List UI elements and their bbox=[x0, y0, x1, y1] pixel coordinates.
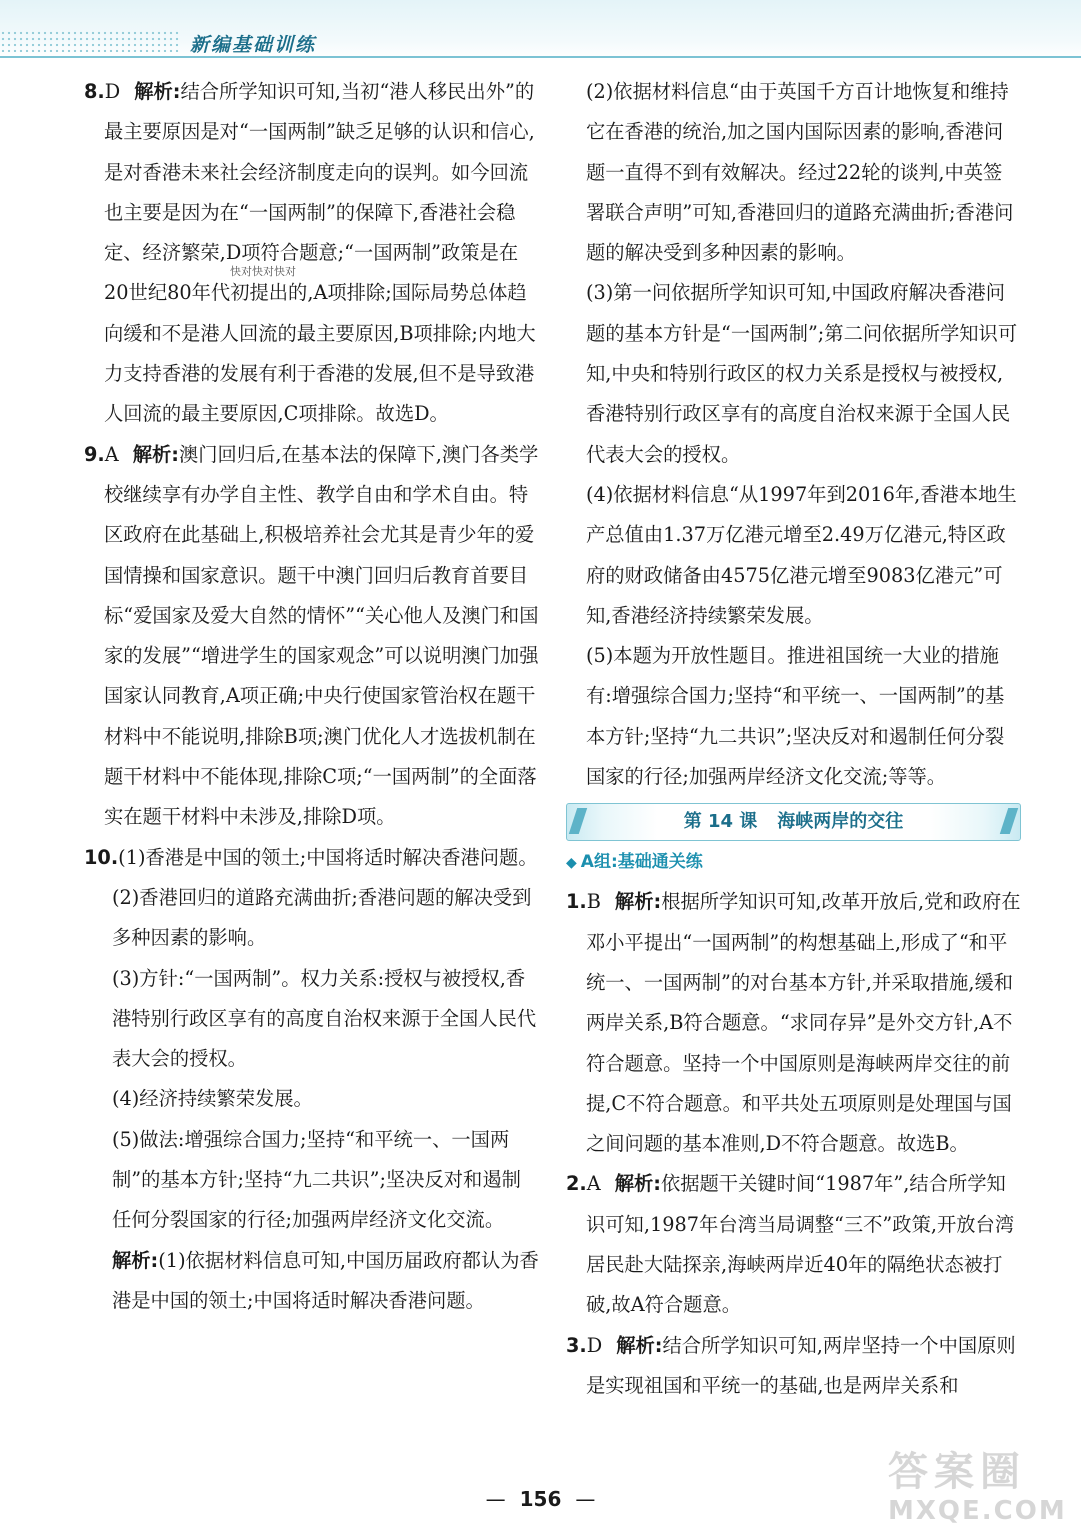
question-number: 2. bbox=[566, 1172, 587, 1196]
right-column bbox=[566, 72, 1021, 1406]
answer-letter: B bbox=[586, 890, 601, 914]
group-heading-text: A组:基础通关练 bbox=[580, 852, 703, 873]
question-number: 1. bbox=[566, 890, 587, 914]
question-10 bbox=[84, 838, 539, 878]
answer-part-2: (2)香港回归的道路充满曲折;香港问题的解决受到多种因素的影响。 bbox=[112, 885, 532, 950]
header-divider bbox=[0, 56, 1081, 58]
analysis-text: 结合所学知识可知,当初“港人移民出外”的最主要原因是对“一国两制”缺乏足够的认识和信心,是对香港未来社会经济制度走向的误判。如今回流也主要是因为在“一国两制”的保障下,香港社会稳定、经济繁荣,D项符合题意;“一国两制”政策是在20世纪80年代初提出的,A项排除;国际局势总体趋向缓和不是港人回流的最主要原因,B项排除;内地大力支持香港的发展有利于香港的发展,但不是导致港人回流的最主要原因,C项排除。故选D。 bbox=[104, 80, 536, 426]
answer-part-5: (5)做法:增强综合国力;坚持“和平统一、一国两制”的基本方针;坚持“九二共识”;坚决反对和遏制任何分裂国家的行径;加强两岸经济文化交流。 bbox=[112, 1127, 521, 1232]
header-band bbox=[0, 0, 1081, 58]
question-number: 8. bbox=[84, 80, 105, 103]
diamond-icon: ◆ bbox=[566, 855, 577, 872]
lesson-banner bbox=[566, 803, 1021, 841]
group-heading bbox=[566, 843, 1021, 882]
analysis-label: 解析: bbox=[616, 1333, 663, 1357]
analysis-text: (1)依据材料信息可知,中国历届政府都认为香港是中国的领土;中国将适时解决香港问题。 bbox=[112, 1248, 539, 1312]
banner-right-accent bbox=[1000, 808, 1018, 834]
answer-part-1: (1)香港是中国的领土;中国将适时解决香港问题。 bbox=[118, 845, 538, 869]
answer-part-4: (4)经济持续繁荣发展。 bbox=[112, 1087, 313, 1111]
question-8 bbox=[84, 72, 539, 435]
banner-left-accent bbox=[569, 808, 587, 834]
analysis-label: 解析: bbox=[614, 890, 662, 914]
analysis-part-2: (2)依据材料信息“由于英国千方百计地恢复和维持它在香港的统治,加之国内国际因素的影响,香港问题一直得不到有效解决。经过22轮的谈判,中英签署联合声明”可知,香港回归的道路充满曲折;香港问题的解决受到多种因素的影响。 bbox=[586, 80, 1014, 265]
question-3 bbox=[566, 1326, 1021, 1407]
answer-part-3: (3)方针:“一国两制”。权力关系:授权与被授权,香港特别行政区享有的高度自治权来源于全国人民代表大会的授权。 bbox=[112, 966, 537, 1071]
analysis-label: 解析: bbox=[132, 442, 179, 466]
watermark-bottom: MXQE.COM bbox=[888, 1496, 1067, 1526]
analysis-text: 依据题干关键时间“1987年”,结合所学知识可知,1987年台湾当局调整“三不”政策,开放台湾居民赴大陆探亲,海峡两岸近40年的隔绝状态被打破,故A符合题意。 bbox=[586, 1172, 1015, 1317]
question-number: 10. bbox=[84, 845, 119, 869]
answer-letter: D bbox=[586, 1333, 603, 1357]
analysis-text: 结合所学知识可知,两岸坚持一个中国原则是实现祖国和平统一的基础,也是两岸关系和 bbox=[586, 1333, 1016, 1397]
faint-watermark-text: 快对快对快对 bbox=[230, 265, 296, 278]
left-column bbox=[84, 72, 539, 1321]
lesson-number: 第 14 课 bbox=[683, 811, 758, 833]
page-dash-left: — bbox=[485, 1487, 506, 1511]
analysis-part-3: (3)第一问依据所学知识可知,中国政府解决香港问题的基本方针是“一国两制”;第二问依据所学知识可知,中央和特别行政区的权力关系是授权与被授权,香港特别行政区享有的高度自治权来源于全国人民代表大会的授权。 bbox=[586, 281, 1018, 466]
answer-letter: A bbox=[586, 1172, 601, 1196]
question-number: 9. bbox=[84, 442, 105, 466]
question-9 bbox=[84, 435, 539, 838]
analysis-part-4: (4)依据材料信息“从1997年到2016年,香港本地生产总值由1.37万亿港元增至2.49万亿港元,特区政府的财政储备由4575亿港元增至9083亿港元”可知,香港经济持续繁荣发展。 bbox=[586, 482, 1017, 627]
question-number: 3. bbox=[566, 1333, 587, 1357]
analysis-part-1 bbox=[84, 1241, 539, 1322]
analysis-label: 解析: bbox=[112, 1248, 159, 1272]
analysis-text: 根据所学知识可知,改革开放后,党和政府在邓小平提出“一国两制”的构想基础上,形成了“和平统一、一国两制”的对台基本方针,并采取措施,缓和两岸关系,B符合题意。“求同存异”是外交方针,A不符合题意。坚持一个中国原则是海峡两岸交往的前提,C不符合题意。和平共处五项原则是处理国与国之间问题的基本准则,D不符合题意。故选B。 bbox=[586, 890, 1021, 1156]
analysis-text: 澳门回归后,在基本法的保障下,澳门各类学校继续享有办学自主性、教学自由和学术自由。特区政府在此基础上,积极培养社会尤其是青少年的爱国情操和国家意识。题干中澳门回归后教育首要目标“爱国家及爱大自然的情怀”“关心他人及澳门和国家的发展”“增进学生的国家观念”可以说明澳门加强国家认同教育,A项正确;中央行使国家管治权在题干材料中不能说明,排除B项;澳门优化人才选拔机制在题干材料中不能体现,排除C项;“一国两制”的全面落实在题干材料中未涉及,排除D项。 bbox=[104, 442, 539, 829]
page-dash-right: — bbox=[575, 1487, 596, 1511]
header-title: 新编基础训练 bbox=[190, 34, 317, 56]
header-dot-pattern bbox=[0, 30, 180, 52]
page-number-value: 156 bbox=[519, 1487, 562, 1511]
question-1 bbox=[566, 882, 1021, 1164]
analysis-label: 解析: bbox=[614, 1172, 661, 1196]
answer-letter: A bbox=[104, 442, 119, 466]
watermark-logo bbox=[888, 1448, 1068, 1530]
analysis-label: 解析: bbox=[134, 80, 181, 103]
watermark-top: 答案圈 bbox=[888, 1449, 1026, 1495]
lesson-title: 海峡两岸的交往 bbox=[777, 811, 904, 833]
question-2 bbox=[566, 1164, 1021, 1325]
analysis-part-5: (5)本题为开放性题目。推进祖国统一大业的措施有:增强综合国力;坚持“和平统一、一国两制”的基本方针;坚持“九二共识”;坚决反对和遏制任何分裂国家的行径;加强两岸经济文化交流;等等。 bbox=[586, 644, 1005, 789]
answer-letter: D bbox=[104, 80, 121, 103]
